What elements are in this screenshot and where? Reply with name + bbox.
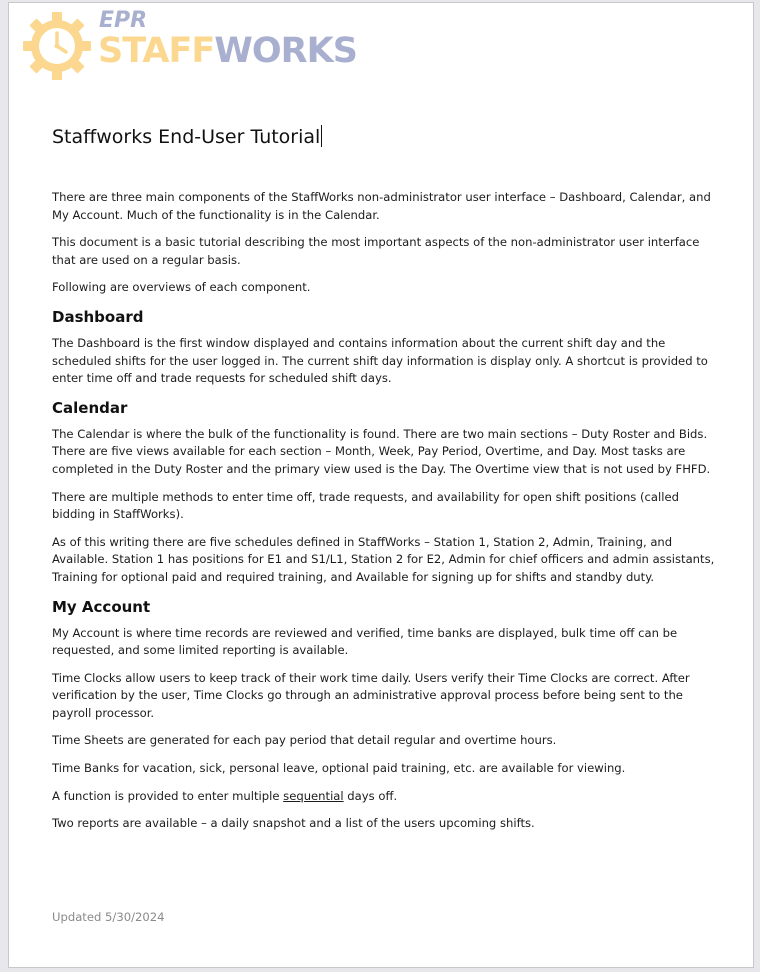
sequential-after-text: days off. [343,788,398,803]
my-account-paragraph: Time Sheets are generated for each pay period that detail regular and overtime hours. [52,733,557,748]
heading-calendar: Calendar [52,398,128,417]
my-account-paragraph: Time Banks for vacation, sick, personal leave, optional paid training, etc. are available for viewing. [52,761,626,776]
logo-staffworks-text [98,31,357,71]
calendar-paragraph: As of this writing there are five schedules defined in StaffWorks – Station 1, Station 2, Admin, Training, and Available. Station 1 has positions for E1 and S1/L1, Station 2 for E2, Admin for chief officers and admin assistants, Training for optional paid and required training, and Available for signing up for shifts and standby duty. [52,534,715,584]
intro-paragraph: There are three main components of the StaffWorks non-administrator user interface – Dashboard, Calendar, and My Account. Much of the functionality is in the Calendar. [52,190,711,222]
logo-epr-text: EPR [99,8,148,33]
dashboard-paragraph: The Dashboard is the first window displayed and contains information about the current shift day and the scheduled shifts for the user logged in. The current shift day information is display only. A shortcut is provided to enter time off and trade requests for scheduled shift days. [52,335,708,386]
staffworks-logo [17,8,357,81]
calendar-paragraph: The Calendar is where the bulk of the functionality is found. There are two main sections – Duty Roster and Bids. There are five views available for each section – Month, Week, Pay Period, Overtime, and Day. Most tasks are completed in the Duty Roster and the primary view used is the Day. The Overtime view that is not used by FHFD. [52,426,711,476]
gear-clock-icon [17,9,97,81]
reports-paragraph: Two reports are available – a daily snapshot and a list of the users upcoming shifts. [52,816,535,831]
updated-date: Updated 5/30/2024 [52,910,165,924]
logo-works-text: WORKS [214,31,357,71]
my-account-paragraph: Time Clocks allow users to keep track of their work time daily. Users verify their Time Clocks are correct. After verification by the user, Time Clocks go through an administrative approval process before being sent to the payroll processor. [52,670,690,720]
my-account-paragraph: My Account is where time records are reviewed and verified, time banks are displayed, bulk time off can be requested, and some limited reporting is available. [52,625,678,658]
sequential-underlined-word: sequential [283,788,344,803]
intro-paragraph: Following are overviews of each component. [52,280,311,295]
calendar-paragraph: There are multiple methods to enter time off, trade requests, and availability for open shift positions (called bidding in StaffWorks). [52,489,679,522]
heading-my-account: My Account [52,597,151,616]
document-title[interactable] [52,124,322,150]
sequential-paragraph [52,788,717,806]
intro-paragraph: This document is a basic tutorial describing the most important aspects of the non-administrator user interface that are used on a regular basis. [52,235,700,267]
heading-dashboard: Dashboard [52,307,144,326]
document-title-text: Staffworks End-User Tutorial [52,126,321,148]
document-body [52,189,717,843]
sequential-before-text: A function is provided to enter multiple [52,788,284,803]
document-page [8,2,754,968]
text-caret [321,125,322,147]
logo-staff-text: STAFF [98,31,215,71]
